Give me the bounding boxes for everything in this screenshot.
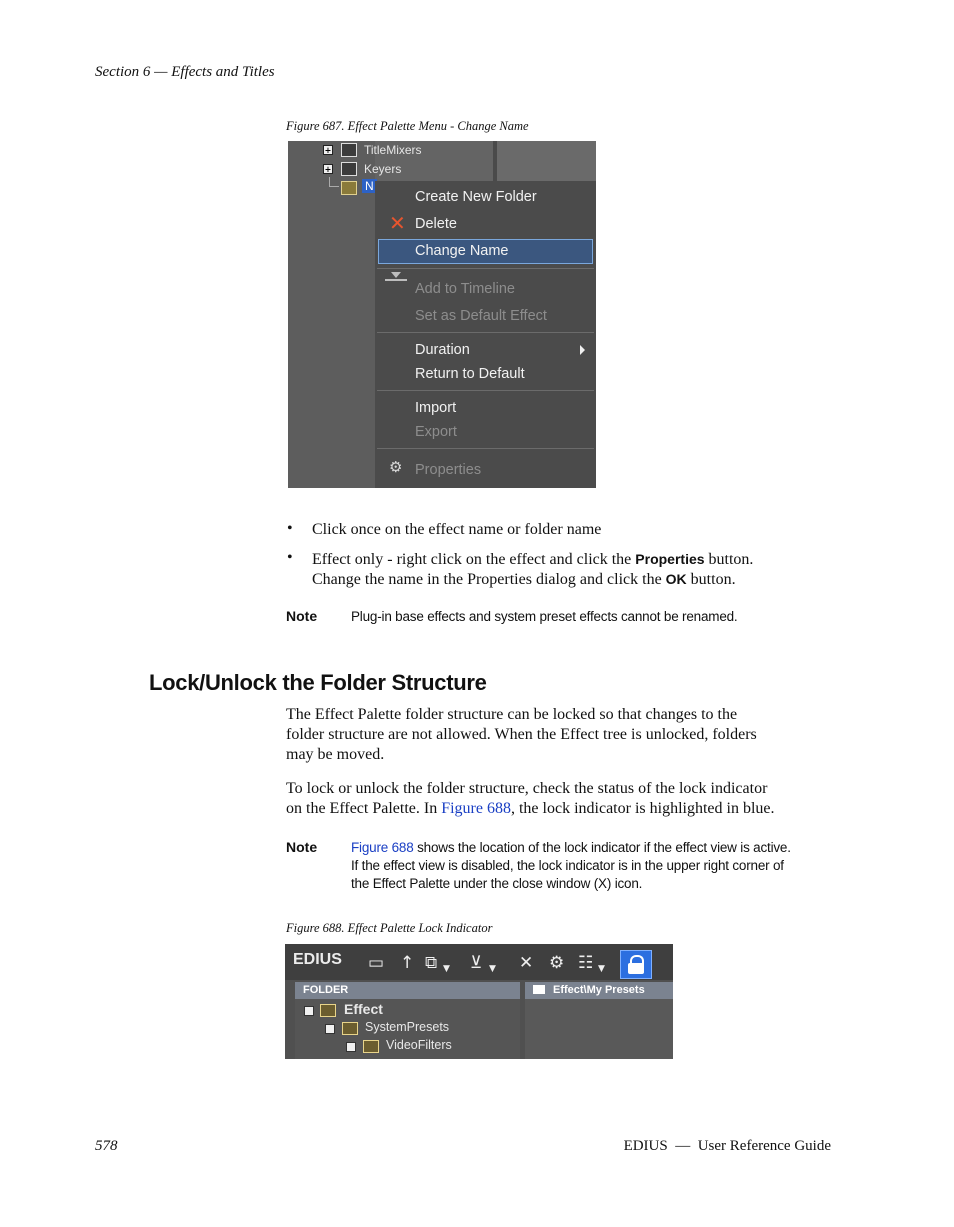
properties-icon: ⚙ bbox=[389, 458, 403, 476]
note-label: Note bbox=[286, 839, 318, 855]
folder-icon bbox=[341, 181, 357, 195]
paragraph-2-line-2: on the Effect Palette. In Figure 688, the lock indicator is highlighted in blue. bbox=[286, 800, 775, 817]
collapse-icon[interactable] bbox=[325, 1024, 335, 1034]
ok-button-ref: OK bbox=[665, 571, 687, 587]
menu-item-add-to-timeline: Add to Timeline bbox=[415, 281, 515, 297]
folder-icon bbox=[533, 985, 545, 994]
lock-icon bbox=[628, 963, 644, 974]
delete-icon[interactable]: ✕ bbox=[519, 953, 534, 973]
add-to-timeline-icon bbox=[385, 279, 407, 281]
menu-item-delete[interactable]: Delete bbox=[415, 216, 457, 232]
copy-icon[interactable]: ⧉ bbox=[425, 953, 438, 973]
menu-item-export: Export bbox=[415, 424, 457, 440]
folder-icon bbox=[363, 1040, 379, 1053]
bullet-marker: • bbox=[287, 520, 293, 537]
figure-688-caption: Figure 688. Effect Palette Lock Indicator bbox=[286, 921, 493, 935]
figure-687-caption: Figure 687. Effect Palette Menu - Change Name bbox=[286, 119, 529, 133]
footer-title: EDIUS — User Reference Guide bbox=[623, 1138, 831, 1154]
folder-icon bbox=[320, 1004, 336, 1017]
tree-item-rename-edit[interactable]: N bbox=[362, 179, 377, 193]
section-title: Lock/Unlock the Folder Structure bbox=[149, 670, 487, 695]
effect-view-path: Effect\My Presets bbox=[553, 984, 645, 996]
tree-item-videofilters[interactable]: VideoFilters bbox=[386, 1038, 452, 1052]
edius-logo: EDIUS bbox=[293, 951, 342, 968]
tree-item-titlemixers[interactable]: TitleMixers bbox=[364, 143, 422, 157]
effect-view-pane bbox=[525, 999, 673, 1059]
menu-item-properties: Properties bbox=[415, 462, 482, 478]
expand-icon[interactable]: + bbox=[324, 145, 332, 155]
bullet-2-line-1: Effect only - right click on the effect and click the Properties button. bbox=[312, 551, 754, 568]
tree-item-keyers[interactable]: Keyers bbox=[364, 162, 402, 176]
figure-688-link[interactable]: Figure 688 bbox=[441, 800, 511, 817]
effect-view-header bbox=[525, 982, 673, 999]
folder-pane-header: FOLDER bbox=[295, 982, 520, 999]
properties-icon[interactable]: ⚙ bbox=[549, 953, 565, 973]
collapse-icon[interactable] bbox=[304, 1006, 314, 1016]
up-level-icon[interactable]: ↑ bbox=[400, 953, 415, 973]
title-mixer-icon bbox=[341, 143, 357, 157]
bullet-marker: • bbox=[287, 549, 293, 566]
keyer-icon bbox=[341, 162, 357, 176]
figure-687-screenshot bbox=[288, 141, 596, 488]
view-toggle-icon[interactable]: ☷ bbox=[578, 953, 594, 973]
menu-item-import[interactable]: Import bbox=[415, 400, 457, 416]
bullet-2-line-2: Change the name in the Properties dialog and click the OK button. bbox=[312, 571, 736, 588]
collapse-icon[interactable] bbox=[346, 1042, 356, 1052]
menu-item-set-as-default: Set as Default Effect bbox=[415, 308, 547, 324]
menu-item-duration[interactable]: Duration bbox=[415, 342, 470, 358]
folder-icon bbox=[342, 1022, 358, 1035]
submenu-arrow-icon bbox=[580, 345, 585, 355]
expand-icon[interactable]: + bbox=[324, 164, 332, 174]
paragraph-1-line-3: may be moved. bbox=[286, 746, 385, 763]
note-1-text: Plug-in base effects and system preset effects cannot be renamed. bbox=[351, 609, 738, 624]
chevron-down-icon[interactable]: ▼ bbox=[489, 964, 496, 974]
bullet-1-text: Click once on the effect name or folder name bbox=[312, 521, 602, 538]
chevron-down-icon[interactable]: ▼ bbox=[598, 964, 605, 974]
new-folder-icon[interactable]: ▭ bbox=[368, 953, 385, 973]
tree-item-systempresets[interactable]: SystemPresets bbox=[365, 1020, 450, 1034]
context-menu bbox=[375, 181, 596, 488]
add-to-timeline-icon[interactable]: ⊻ bbox=[470, 953, 483, 973]
menu-item-change-name[interactable]: Change Name bbox=[415, 243, 509, 259]
tree-pane bbox=[288, 141, 375, 488]
note-label: Note bbox=[286, 608, 318, 624]
effect-view-pane bbox=[497, 141, 596, 183]
figure-688-screenshot bbox=[285, 944, 673, 1059]
figure-688-note-link[interactable]: Figure 688 bbox=[351, 840, 414, 855]
tree-item-effect[interactable]: Effect bbox=[344, 1001, 383, 1017]
properties-button-ref: Properties bbox=[635, 551, 705, 567]
note-2-line-3: the Effect Palette under the close window (X) icon. bbox=[351, 876, 643, 891]
menu-item-return-to-default[interactable]: Return to Default bbox=[415, 366, 525, 382]
note-2-line-2: If the effect view is disabled, the lock indicator is in the upper right corner of bbox=[351, 858, 784, 873]
paragraph-1-line-2: folder structure are not allowed. When the Effect tree is unlocked, folders bbox=[286, 726, 757, 743]
paragraph-2-line-1: To lock or unlock the folder structure, check the status of the lock indicator bbox=[286, 780, 768, 797]
lock-indicator-button[interactable] bbox=[620, 950, 652, 979]
menu-item-create-new-folder[interactable]: Create New Folder bbox=[415, 189, 537, 205]
running-header: Section 6 — Effects and Titles bbox=[95, 64, 275, 80]
delete-icon: ✕ bbox=[389, 211, 406, 235]
paragraph-1-line-1: The Effect Palette folder structure can be locked so that changes to the bbox=[286, 706, 738, 723]
page-number: 578 bbox=[95, 1138, 118, 1154]
note-2-line-1: Figure 688 shows the location of the lock indicator if the effect view is active. bbox=[351, 840, 791, 855]
chevron-down-icon[interactable]: ▼ bbox=[443, 964, 450, 974]
